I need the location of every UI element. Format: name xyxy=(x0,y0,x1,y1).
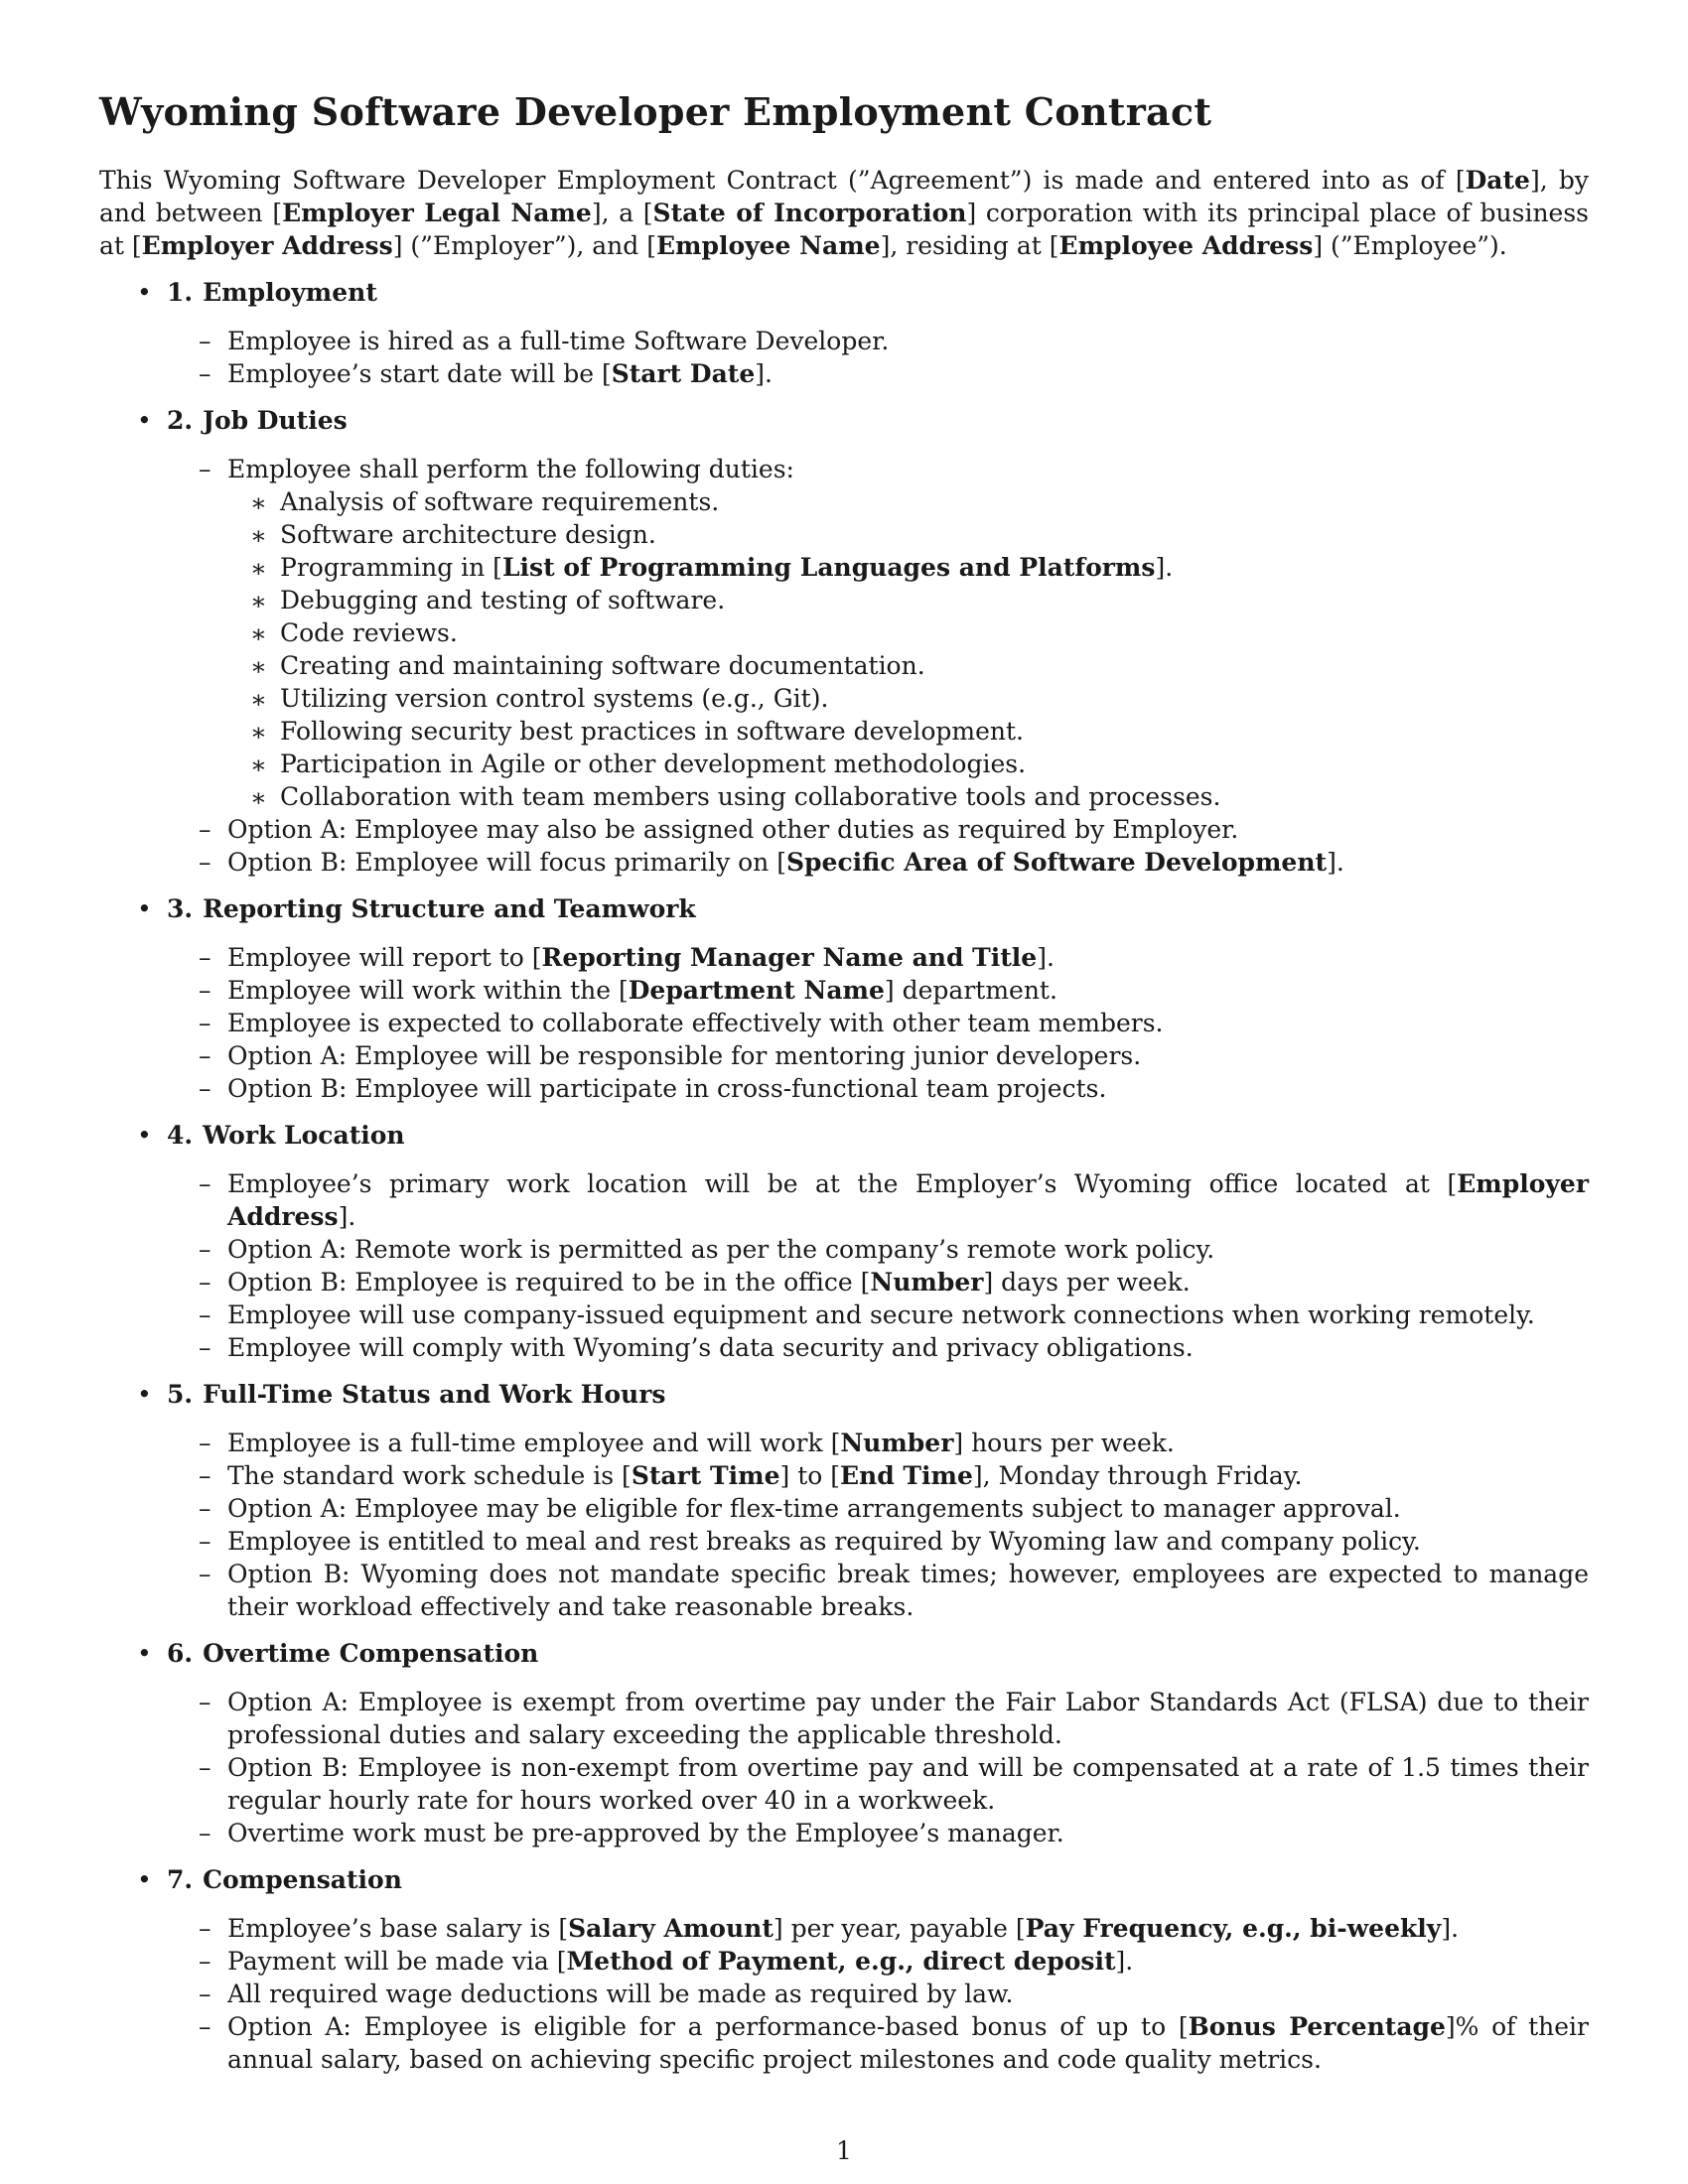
list-item: – Option A: Employee will be responsible for mentoring junior developers. xyxy=(199,1041,1142,1070)
list-item: – Payment will be made via [Method of Payment, e.g., direct deposit]. xyxy=(199,1947,1134,1976)
section-employment xyxy=(99,276,1589,390)
list-item: – Employee’s start date will be [Start Date]. xyxy=(199,359,773,388)
duty-item: ∗ Analysis of software requirements. xyxy=(250,487,720,517)
duty-item: ∗ Software architecture design. xyxy=(250,520,656,550)
section-job-duties xyxy=(99,404,1589,879)
list-item: – Employee will work within the [Department Name] department. xyxy=(199,976,1057,1005)
page-number: 1 xyxy=(836,2136,852,2165)
section-heading: • 4. Work Location xyxy=(137,1121,405,1150)
list-item: – Option B: Employee will focus primarily on [Specific Area of Software Development]. xyxy=(199,848,1344,877)
section-heading: • 1. Employment xyxy=(137,278,377,307)
document-page xyxy=(99,79,1589,2076)
section-heading: • 5. Full-Time Status and Work Hours xyxy=(137,1380,666,1409)
list-item: – Overtime work must be pre-approved by the Employee’s manager. xyxy=(199,1819,1064,1847)
section-heading: • 3. Reporting Structure and Teamwork xyxy=(137,894,696,923)
list-item: – Option B: Employee will participate in cross-functional team projects. xyxy=(199,1074,1107,1103)
list-item: – Option B: Wyoming does not mandate specific break times; however, employees are expected to manage their workload effectively and take reasonable breaks. xyxy=(199,1560,1589,1621)
duty-item: ∗ Creating and maintaining software documentation. xyxy=(250,651,925,681)
section-full-time-status xyxy=(99,1378,1589,1623)
document-title: Wyoming Software Developer Employment Contract xyxy=(99,89,1212,134)
duty-item: ∗ Code reviews. xyxy=(250,618,458,648)
list-item: – Employee shall perform the following duties: xyxy=(199,455,794,483)
list-item: – Option A: Remote work is permitted as per the company’s remote work policy. xyxy=(199,1235,1215,1264)
list-item: – The standard work schedule is [Start Time] to [End Time], Monday through Friday. xyxy=(199,1461,1303,1490)
list-item: – Employee will comply with Wyoming’s data security and privacy obligations. xyxy=(199,1333,1194,1362)
section-work-location xyxy=(99,1119,1589,1364)
section-heading: • 7. Compensation xyxy=(137,1865,402,1894)
list-item: – Option B: Employee is non-exempt from overtime pay and will be compensated at a rate of 1.5 times their regular hourly rate for hours worked over 40 in a workweek. xyxy=(199,1753,1589,1815)
list-item: – Employee is entitled to meal and rest breaks as required by Wyoming law and company policy. xyxy=(199,1527,1421,1556)
section-compensation xyxy=(99,1863,1589,2076)
list-item: – All required wage deductions will be made as required by law. xyxy=(199,1979,1014,2008)
list-item: – Option A: Employee is eligible for a performance-based bonus of up to [Bonus Percentage]% of their annual salary, based on achieving specific project milestones and code quality metrics. xyxy=(199,2012,1589,2074)
list-item: – Employee’s primary work location will be at the Employer’s Wyoming office located at [Employer Address]. xyxy=(199,1169,1589,1231)
section-heading: • 2. Job Duties xyxy=(137,406,348,435)
duty-item: ∗ Following security best practices in software development. xyxy=(250,717,1024,747)
duty-item: ∗ Utilizing version control systems (e.g., Git). xyxy=(250,684,829,714)
list-item: – Option B: Employee is required to be in the office [Number] days per week. xyxy=(199,1268,1191,1297)
list-item: – Employee will use company-issued equipment and secure network connections when working remotely. xyxy=(199,1300,1535,1329)
section-reporting-structure xyxy=(99,892,1589,1105)
list-item: – Option A: Employee is exempt from overtime pay under the Fair Labor Standards Act (FLSA) due to their professional duties and salary exceeding the applicable threshold. xyxy=(199,1688,1589,1749)
duty-item: ∗ Debugging and testing of software. xyxy=(250,586,726,615)
list-item: – Option A: Employee may also be assigned other duties as required by Employer. xyxy=(199,815,1239,844)
list-item: – Employee’s base salary is [Salary Amount] per year, payable [Pay Frequency, e.g., bi-weekly]. xyxy=(199,1914,1460,1943)
duty-item: ∗ Programming in [List of Programming Languages and Platforms]. xyxy=(250,553,1174,583)
list-item: – Employee is hired as a full-time Software Developer. xyxy=(199,327,890,355)
section-heading: • 6. Overtime Compensation xyxy=(137,1639,539,1668)
list-item: – Employee is expected to collaborate effectively with other team members. xyxy=(199,1009,1164,1037)
section-overtime xyxy=(99,1637,1589,1849)
intro-paragraph: This Wyoming Software Developer Employment Contract (”Agreement”) is made and entered into as of [Date], by and between [Employer Legal Name], a [State of Incorporation] corporation with its principal place of business at [Employer Address] (”Employer”), and [Employee Name], residing at [Employee Address] (”Employee”). xyxy=(99,166,1590,260)
list-item: – Employee is a full-time employee and will work [Number] hours per week. xyxy=(199,1429,1175,1457)
duty-item: ∗ Collaboration with team members using collaborative tools and processes. xyxy=(250,782,1221,812)
duty-item: ∗ Participation in Agile or other development methodologies. xyxy=(250,750,1027,779)
list-item: – Option A: Employee may be eligible for flex-time arrangements subject to manager approval. xyxy=(199,1494,1401,1523)
list-item: – Employee will report to [Reporting Manager Name and Title]. xyxy=(199,943,1055,972)
